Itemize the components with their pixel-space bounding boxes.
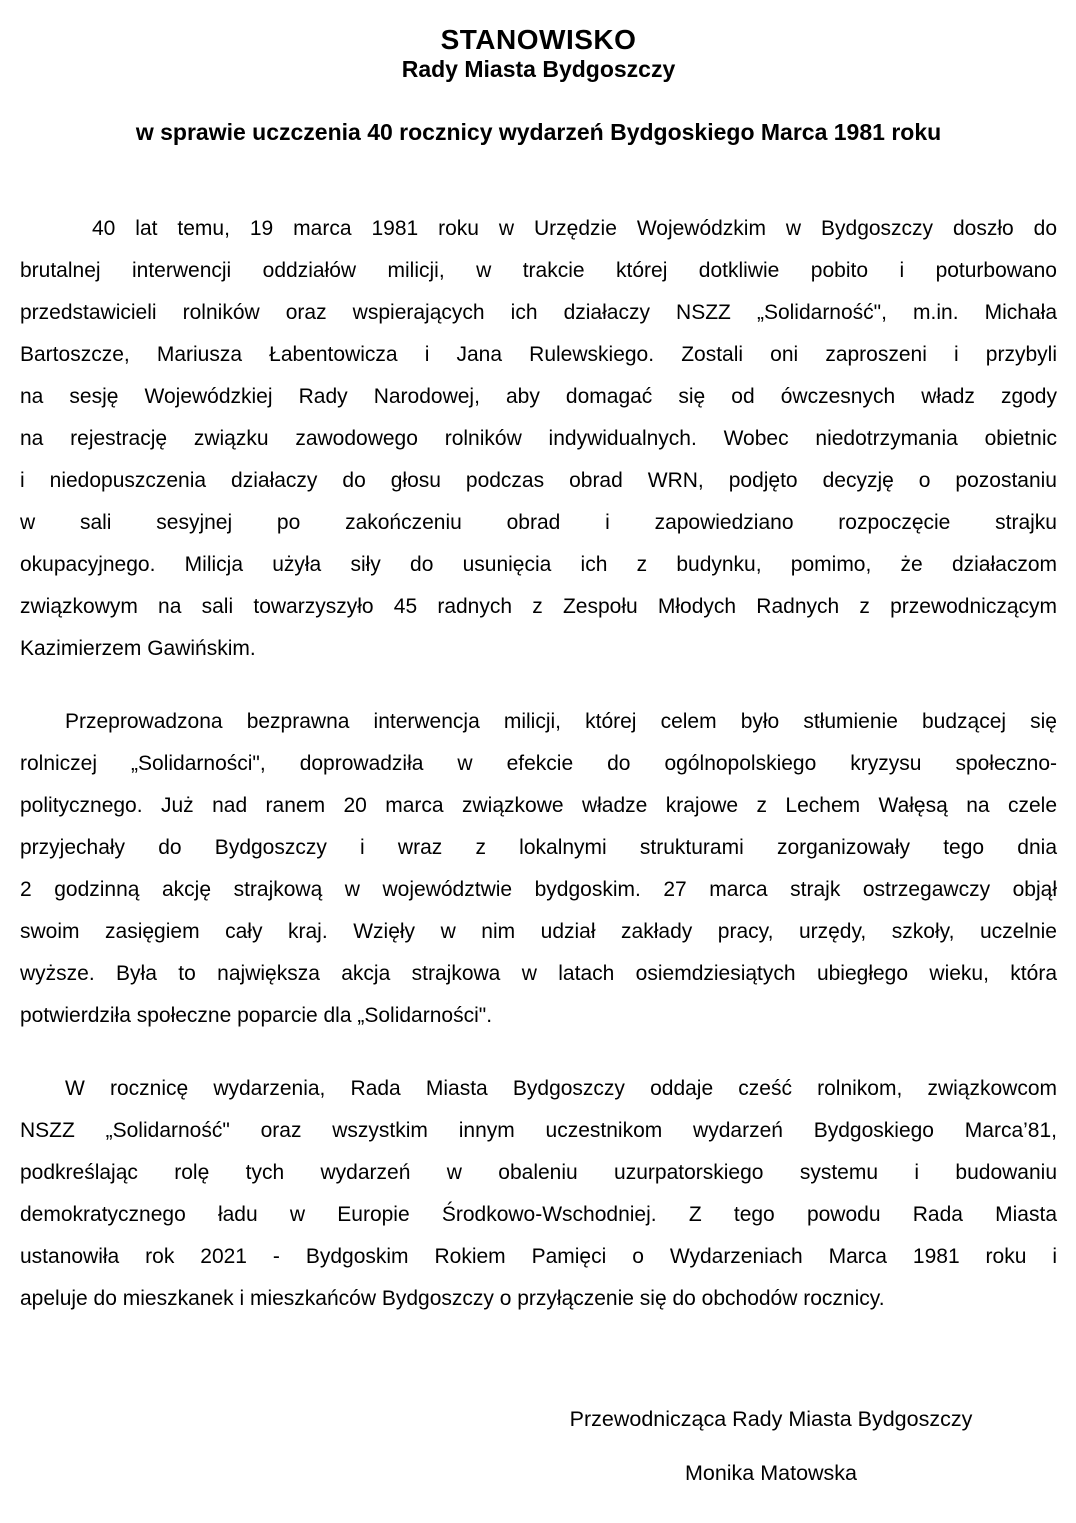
document-subject: w sprawie uczczenia 40 rocznicy wydarzeń Bydgoskiego Marca 1981 roku [135, 119, 942, 145]
paragraph-line: Przeprowadzona bezprawna interwencja milicji, której celem było stłumienie budzącej się [65, 710, 1057, 733]
paragraph-line: demokratycznego ładu w Europie Środkowo-Wschodniej. Z tego powodu Rada Miasta [20, 1203, 1057, 1226]
paragraph-line: okupacyjnego. Milicja użyła siły do usunięcia ich z budynku, pomimo, że działaczom [20, 553, 1057, 576]
paragraph-3 [20, 1068, 1057, 1320]
paragraph-line: Kazimierzem Gawińskim. [20, 637, 256, 660]
paragraph-line: związkowym na sali towarzyszyło 45 radnych z Zespołu Młodych Radnych z przewodniczącym [20, 595, 1057, 618]
paragraph-line: Bartoszcze, Mariusza Łabentowicza i Jana Rulewskiego. Zostali oni zaproszeni i przybyli [20, 343, 1057, 366]
paragraph-line: w sali sesyjnej po zakończeniu obrad i zapowiedziano rozpoczęcie strajku [20, 511, 1057, 534]
paragraph-line: apeluje do mieszkanek i mieszkańców Bydgoszczy o przyłączenie się do obchodów rocznicy. [20, 1287, 885, 1310]
paragraph-line: W rocznicę wydarzenia, Rada Miasta Bydgoszczy oddaje cześć rolnikom, związkowcom [65, 1077, 1057, 1100]
paragraph-1 [20, 208, 1057, 670]
document-subtitle: Rady Miasta Bydgoszczy [401, 56, 676, 82]
paragraph-line: przyjechały do Bydgoszczy i wraz z lokalnymi strukturami zorganizowały tego dnia [20, 836, 1057, 859]
paragraph-line: i niedopuszczenia działaczy do głosu podczas obrad WRN, podjęto decyzję o pozostaniu [20, 469, 1057, 492]
paragraph-line: rolniczej „Solidarności", doprowadziła w efekcie do ogólnopolskiego kryzysu społeczno- [20, 752, 1057, 775]
paragraph-line: na sesję Wojewódzkiej Rady Narodowej, aby domagać się od ówczesnych władz zgody [20, 385, 1057, 408]
paragraph-line: politycznego. Już nad ranem 20 marca związkowe władze krajowe z Lechem Wałęsą na czele [20, 794, 1057, 817]
document-body [20, 146, 1057, 1320]
paragraph-line: przedstawicieli rolników oraz wspierających ich działaczy NSZZ „Solidarność", m.in. Michała [20, 301, 1057, 324]
paragraph-line: brutalnej interwencji oddziałów milicji, w trakcie której dotkliwie pobito i poturbowano [20, 259, 1057, 282]
paragraph-line: potwierdziła społeczne poparcie dla „Solidarności". [20, 1004, 493, 1027]
signature-name: Monika Matowska [684, 1461, 858, 1485]
paragraph-line: podkreślając rolę tych wydarzeń w obaleniu uzurpatorskiego systemu i budowaniu [20, 1161, 1057, 1184]
paragraph-2 [20, 701, 1057, 1037]
paragraph-line: 2 godzinną akcję strajkową w województwie bydgoskim. 27 marca strajk ostrzegawczy objął [20, 878, 1057, 901]
paragraph-line: ustanowiła rok 2021 - Bydgoskim Rokiem Pamięci o Wydarzeniach Marca 1981 roku i [20, 1245, 1057, 1268]
signature-role: Przewodnicząca Rady Miasta Bydgoszczy [569, 1407, 973, 1431]
paragraph-line: na rejestrację związku zawodowego rolników indywidualnych. Wobec niedotrzymania obietnic [20, 427, 1057, 450]
document-title: STANOWISKO [440, 24, 637, 55]
paragraph-line: 40 lat temu, 19 marca 1981 roku w Urzędzie Wojewódzkim w Bydgoszczy doszło do [92, 217, 1057, 240]
signature-block [465, 1398, 1076, 1494]
paragraph-line: swoim zasięgiem cały kraj. Wzięły w nim udział zakłady pracy, urzędy, szkoły, uczelnie [20, 920, 1057, 943]
paragraph-line: wyższe. Była to największa akcja strajkowa w latach osiemdziesiątych ubiegłego wieku, która [20, 962, 1057, 985]
paragraph-line: NSZZ „Solidarność" oraz wszystkim innym uczestnikom wydarzeń Bydgoskiego Marca’81, [20, 1119, 1057, 1142]
document-header [20, 25, 1057, 146]
